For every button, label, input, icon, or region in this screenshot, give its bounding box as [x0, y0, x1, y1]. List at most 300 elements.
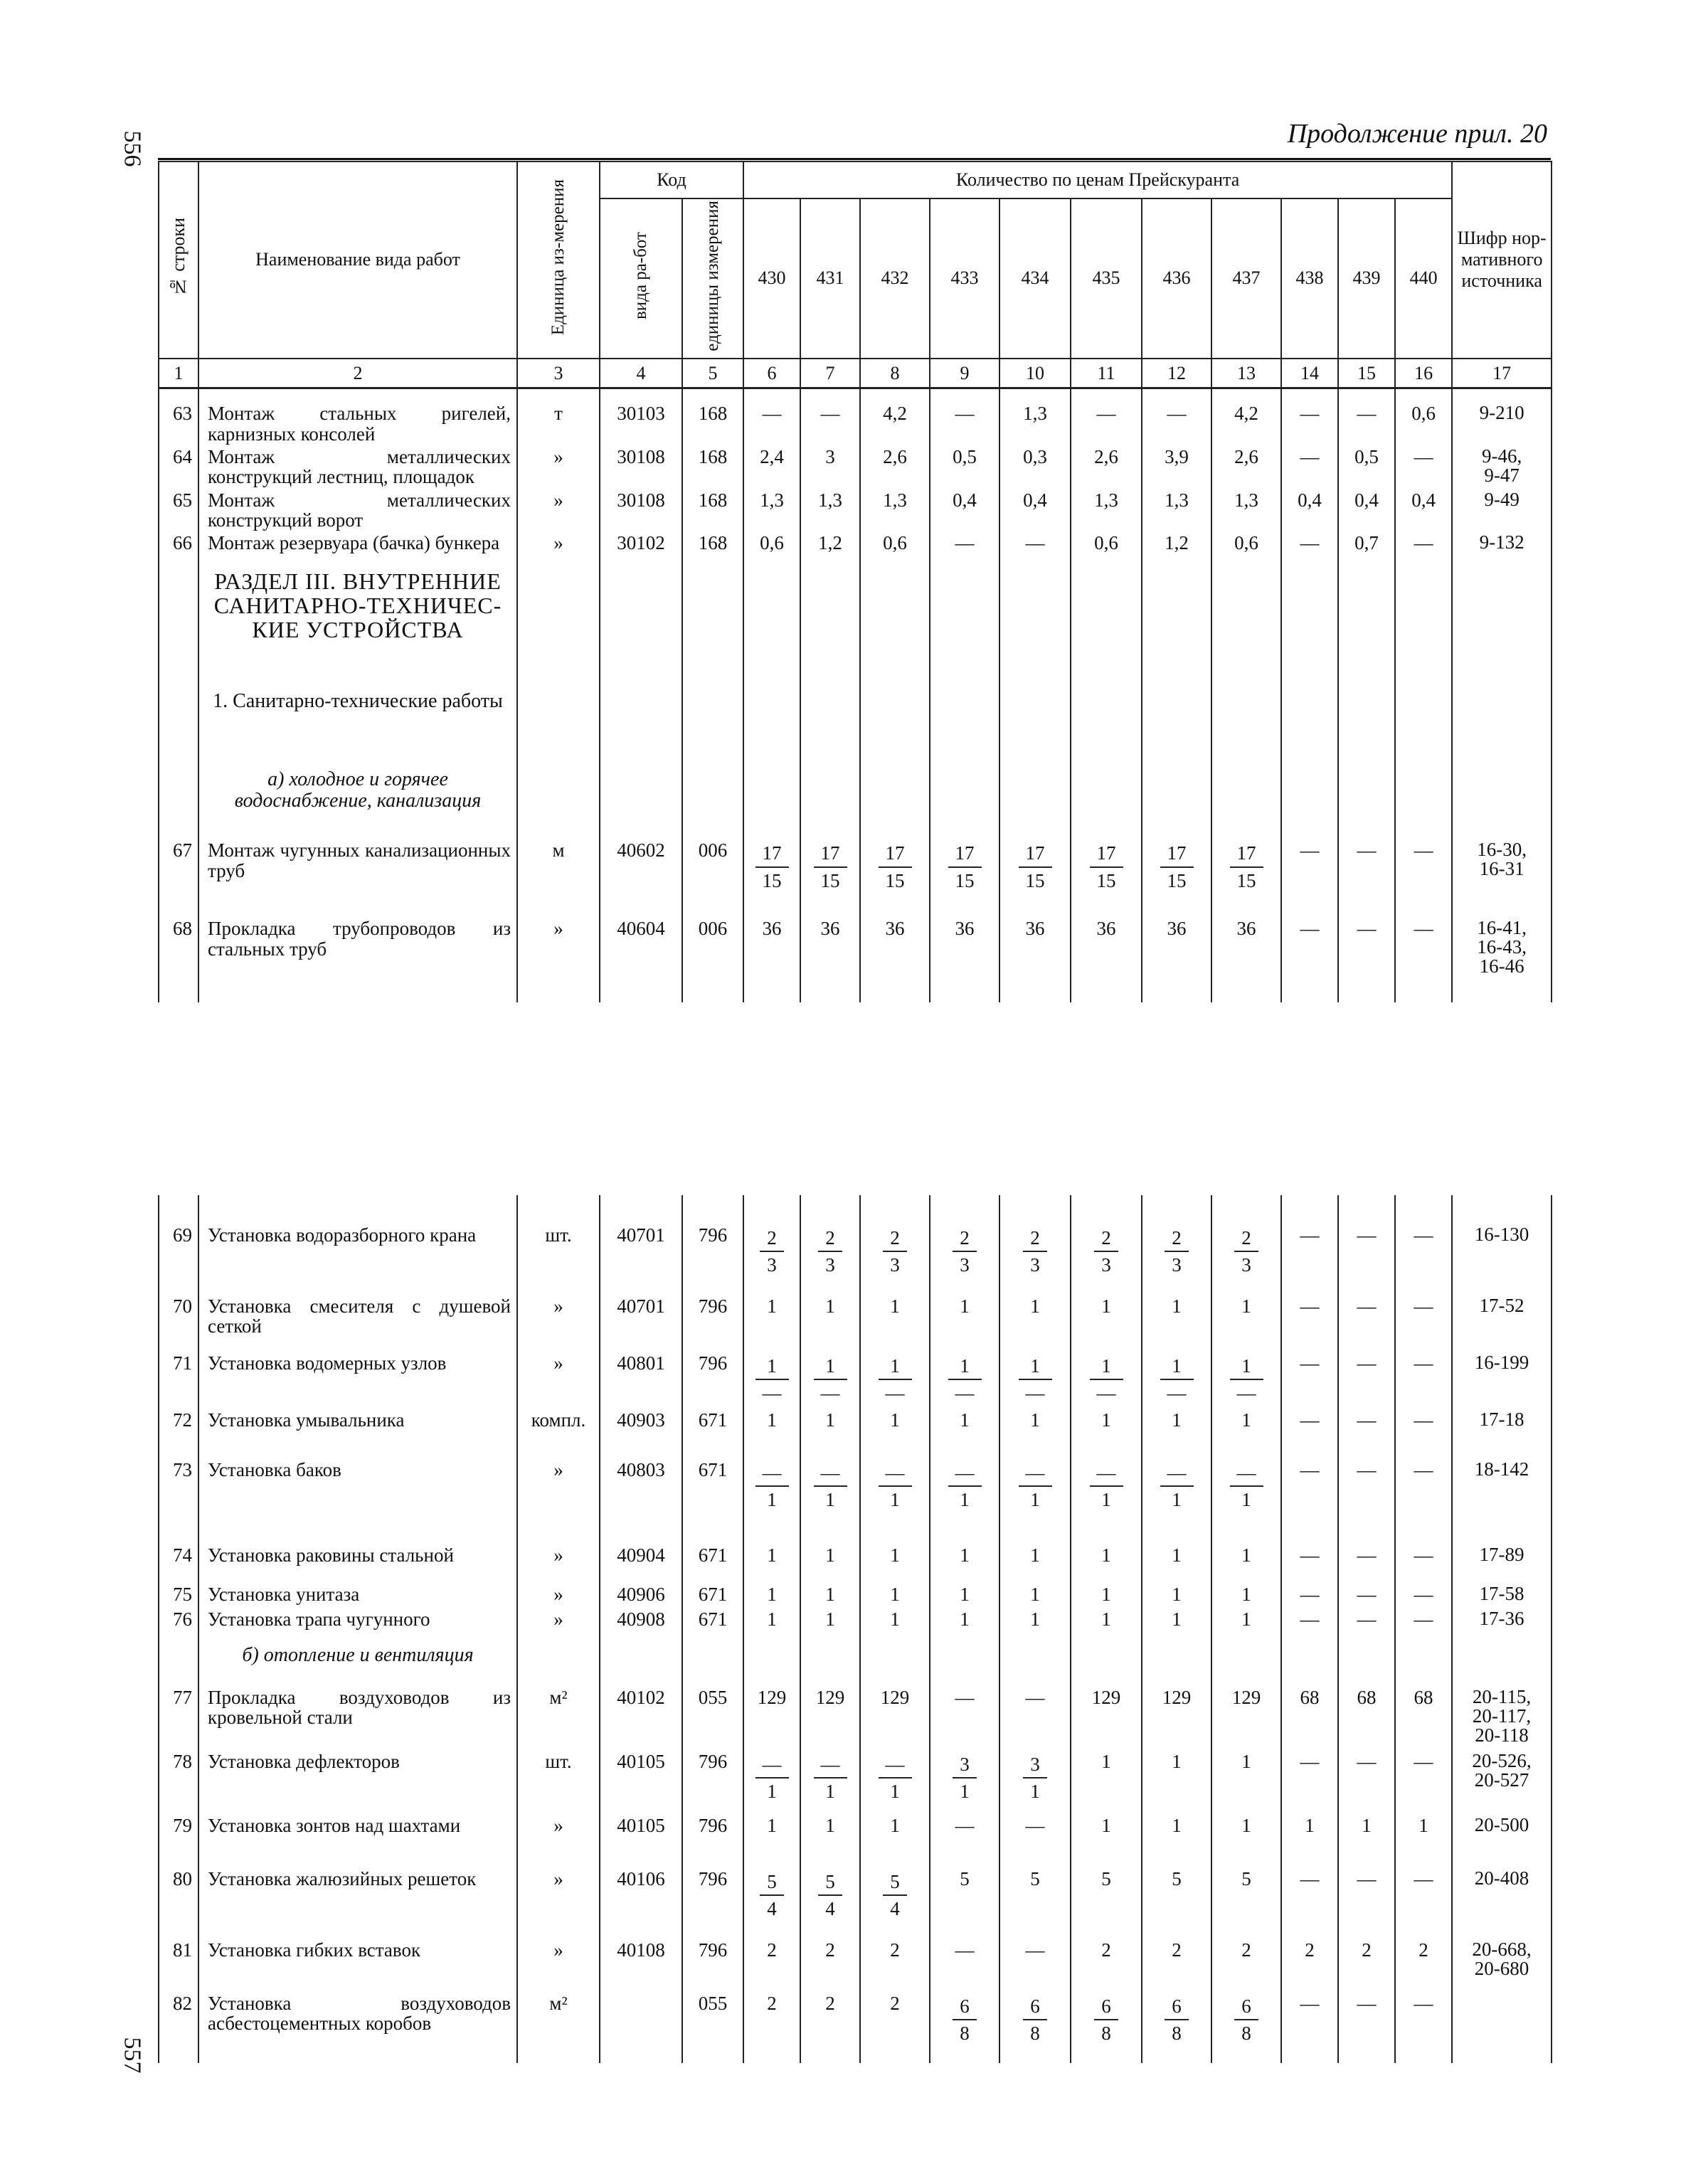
value-cell [860, 1458, 930, 1544]
fraction-denominator: 15 [762, 869, 782, 891]
source-code-line: 20-115, [1472, 1686, 1532, 1707]
source-code [1452, 1458, 1552, 1544]
fraction-numerator: 2 [1094, 1225, 1118, 1252]
column-number: 11 [1071, 359, 1142, 388]
value-cell [999, 1352, 1071, 1409]
empty-cell [1142, 1643, 1211, 1686]
fraction-denominator: 3 [960, 1254, 970, 1276]
empty-cell [159, 568, 198, 689]
header-price-434: 434 [999, 198, 1071, 359]
fraction [1160, 840, 1194, 894]
unit: » [517, 1458, 600, 1544]
value-cell: — [1281, 1583, 1338, 1608]
value-cell: 1 [1142, 1544, 1211, 1583]
empty-cell [682, 1195, 743, 1224]
source-code-line: 17-18 [1479, 1409, 1524, 1430]
empty-cell [517, 388, 600, 402]
column-number: 4 [600, 359, 682, 388]
work-name: Установка раковины стальной [198, 1544, 517, 1583]
empty-cell [800, 768, 860, 839]
empty-cell [600, 568, 682, 689]
row-number: 69 [159, 1224, 198, 1295]
fraction-numerator: 17 [1230, 840, 1263, 867]
value-cell [1142, 1352, 1211, 1409]
source-code-line: 9-46, [1482, 445, 1522, 467]
value-cell: — [1281, 839, 1338, 917]
heading-row [159, 689, 1552, 768]
empty-cell [930, 1643, 999, 1686]
empty-cell [1142, 768, 1211, 839]
value-cell [1071, 1992, 1142, 2063]
fraction [879, 840, 912, 894]
empty-cell [999, 388, 1071, 402]
empty-cell [1071, 1195, 1142, 1224]
empty-cell [1211, 388, 1281, 402]
value-cell: 1 [999, 1583, 1071, 1608]
value-cell: 1 [1071, 1544, 1142, 1583]
fraction-numerator: 1 [814, 1353, 847, 1380]
source-code-line: 16-130 [1474, 1224, 1529, 1245]
value-cell: 1 [800, 1814, 860, 1867]
unit-code: 796 [682, 1939, 743, 1992]
value-cell [860, 1750, 930, 1814]
fraction-numerator: 17 [948, 840, 982, 867]
value-cell [800, 1352, 860, 1409]
header-row-no: № строки [159, 161, 198, 359]
source-code-line: 16-199 [1474, 1352, 1529, 1373]
value-cell: 1 [743, 1544, 800, 1583]
value-cell: — [1338, 1583, 1395, 1608]
fraction-numerator: — [814, 1460, 847, 1487]
fraction-numerator: 2 [883, 1225, 907, 1252]
work-code: 40903 [600, 1409, 682, 1458]
fraction-denominator: 1 [1172, 1489, 1182, 1511]
work-code: 30103 [600, 402, 682, 445]
unit-code: 168 [682, 531, 743, 568]
fraction [755, 1460, 789, 1513]
value-cell: — [930, 1686, 999, 1750]
empty-cell [800, 388, 860, 402]
fraction-numerator: 1 [948, 1353, 982, 1380]
work-name: Установка умывальника [198, 1409, 517, 1458]
unit: » [517, 1544, 600, 1583]
fraction-denominator: 8 [1172, 2023, 1182, 2045]
unit-code: 055 [682, 1686, 743, 1750]
empty-cell [743, 768, 800, 839]
work-name: Монтаж металлических конструкций ворот [198, 489, 517, 532]
fraction-numerator: 17 [755, 840, 789, 867]
value-cell: — [1338, 1224, 1395, 1295]
value-cell: 1 [1281, 1814, 1338, 1867]
unit: » [517, 1583, 600, 1608]
source-code-line: 17-58 [1479, 1583, 1524, 1604]
fraction-denominator: 4 [890, 1898, 900, 1920]
value-cell [743, 1458, 800, 1544]
header-price-433: 433 [930, 198, 999, 359]
value-cell: 129 [743, 1686, 800, 1750]
value-cell: 1 [1071, 1608, 1142, 1643]
table-row [159, 1939, 1552, 1992]
value-cell: 1 [1142, 1750, 1211, 1814]
source-code [1452, 839, 1552, 917]
fraction-numerator: 1 [879, 1353, 912, 1380]
value-cell: 0,4 [1338, 489, 1395, 532]
fraction-denominator: — [762, 1382, 782, 1404]
value-cell [1142, 1992, 1211, 2063]
value-cell: — [1281, 1750, 1338, 1814]
value-cell: — [1338, 1544, 1395, 1583]
fraction-denominator: — [1167, 1382, 1187, 1404]
source-code [1452, 402, 1552, 445]
empty-cell [600, 689, 682, 768]
empty-cell [198, 1195, 517, 1224]
unit: » [517, 1939, 600, 1992]
fraction-denominator: 3 [1172, 1254, 1182, 1276]
value-cell [800, 1224, 860, 1295]
value-cell: 0,4 [999, 489, 1071, 532]
fraction-denominator: 1 [1241, 1489, 1251, 1511]
value-cell: — [1338, 1750, 1395, 1814]
work-code: 40602 [600, 839, 682, 917]
value-cell: 1 [1211, 1750, 1281, 1814]
value-cell: 1 [1071, 1814, 1142, 1867]
fraction [948, 840, 982, 894]
column-number: 6 [743, 359, 800, 388]
fraction [953, 1225, 977, 1278]
table-row [159, 1686, 1552, 1750]
value-cell [930, 1224, 999, 1295]
value-cell: 68 [1281, 1686, 1338, 1750]
row-number: 73 [159, 1458, 198, 1544]
source-code-line: 17-36 [1479, 1608, 1524, 1629]
value-cell: 1,2 [800, 531, 860, 568]
value-cell: 68 [1338, 1686, 1395, 1750]
value-cell: — [1395, 1608, 1452, 1643]
source-code-line: 16-43, [1477, 936, 1527, 958]
source-code [1452, 1750, 1552, 1814]
value-cell: 1 [743, 1583, 800, 1608]
empty-cell [800, 1643, 860, 1686]
empty-cell [1142, 1195, 1211, 1224]
fraction-numerator: — [948, 1460, 982, 1487]
fraction-numerator: — [1160, 1460, 1194, 1487]
empty-cell [930, 1195, 999, 1224]
fraction-numerator: 2 [1023, 1225, 1047, 1252]
source-code-line: 9-49 [1484, 488, 1520, 510]
empty-cell [743, 1643, 800, 1686]
value-cell: 0,6 [860, 531, 930, 568]
empty-cell [517, 768, 600, 839]
source-code [1452, 1224, 1552, 1295]
empty-cell [999, 1195, 1071, 1224]
empty-cell [1142, 689, 1211, 768]
empty-cell [600, 768, 682, 839]
source-code-line: 9-210 [1479, 402, 1524, 424]
source-code [1452, 1583, 1552, 1608]
subsection-b-title: б) отопление и вентиляция [198, 1643, 517, 1686]
value-cell: 1,3 [1142, 489, 1211, 532]
value-cell: — [743, 402, 800, 445]
value-cell: 1 [1211, 1814, 1281, 1867]
value-cell: 1 [800, 1583, 860, 1608]
fraction-numerator: — [1090, 1460, 1123, 1487]
empty-cell [860, 1643, 930, 1686]
source-code [1452, 1544, 1552, 1583]
table-row [159, 839, 1552, 917]
fraction-denominator: 1 [767, 1781, 777, 1803]
empty-cell [1211, 568, 1281, 689]
source-code-line: 20-526, [1472, 1750, 1532, 1771]
value-cell [743, 1352, 800, 1409]
fraction-denominator: 3 [1241, 1254, 1251, 1276]
value-cell: 1 [1211, 1608, 1281, 1643]
row-number: 67 [159, 839, 198, 917]
row-number: 77 [159, 1686, 198, 1750]
value-cell: 68 [1395, 1686, 1452, 1750]
fraction-denominator: 1 [1101, 1489, 1111, 1511]
value-cell [743, 1224, 800, 1295]
value-cell [1211, 1458, 1281, 1544]
unit: шт. [517, 1750, 600, 1814]
value-cell: 1 [1142, 1295, 1211, 1352]
empty-cell [1338, 689, 1395, 768]
value-cell: 0,6 [1211, 531, 1281, 568]
value-cell: 1,3 [800, 489, 860, 532]
row-number: 65 [159, 489, 198, 532]
fraction [953, 1993, 977, 2047]
header-price-430: 430 [743, 198, 800, 359]
fraction-denominator: 15 [1236, 869, 1256, 891]
fraction-denominator: 8 [1101, 2023, 1111, 2045]
value-cell: 2 [743, 1992, 800, 2063]
work-name: Прокладка трубопроводов из стальных труб [198, 917, 517, 1002]
work-code: 30108 [600, 489, 682, 532]
header-work-name: Наименование вида работ [198, 161, 517, 359]
value-cell [1211, 839, 1281, 917]
fraction-numerator: 5 [883, 1869, 907, 1896]
empty-cell [860, 689, 930, 768]
fraction-numerator: 17 [1090, 840, 1123, 867]
empty-cell [743, 388, 800, 402]
value-cell: — [1395, 1867, 1452, 1939]
value-cell [1071, 1224, 1142, 1295]
fraction-numerator: 2 [818, 1225, 842, 1252]
value-cell: — [930, 531, 999, 568]
work-code: 40801 [600, 1352, 682, 1409]
empty-cell [1338, 568, 1395, 689]
table-row [159, 1458, 1552, 1544]
empty-cell [1142, 568, 1211, 689]
value-cell: 1 [860, 1295, 930, 1352]
empty-cell [682, 768, 743, 839]
value-cell [999, 1224, 1071, 1295]
table-row [159, 917, 1552, 1002]
fraction [1160, 1460, 1194, 1513]
value-cell: 1 [1395, 1814, 1452, 1867]
table-row [159, 531, 1552, 568]
empty-cell [800, 689, 860, 768]
value-cell: 1 [1211, 1544, 1281, 1583]
fraction [1094, 1993, 1118, 2047]
source-code [1452, 1409, 1552, 1458]
value-cell: — [930, 402, 999, 445]
fraction [1230, 1460, 1263, 1513]
empty-cell [1452, 1643, 1552, 1686]
fraction [755, 1353, 789, 1406]
work-code: 40106 [600, 1867, 682, 1939]
value-cell: — [1338, 917, 1395, 1002]
value-cell: 1 [930, 1608, 999, 1643]
source-code-line: 20-408 [1474, 1867, 1529, 1889]
value-cell [999, 1458, 1071, 1544]
fraction-denominator: 1 [890, 1781, 900, 1803]
unit: » [517, 1295, 600, 1352]
empty-cell [600, 1195, 682, 1224]
unit-code: 006 [682, 917, 743, 1002]
empty-cell [600, 388, 682, 402]
fraction-numerator: — [755, 1460, 789, 1487]
empty-cell [159, 1195, 198, 1224]
value-cell: 1 [999, 1608, 1071, 1643]
value-cell [1211, 1992, 1281, 2063]
empty-cell [1452, 1195, 1552, 1224]
work-code: 40102 [600, 1686, 682, 1750]
value-cell: 1 [743, 1295, 800, 1352]
work-code: 40803 [600, 1458, 682, 1544]
value-cell: 5 [1211, 1867, 1281, 1939]
works-table-top [158, 161, 1552, 1002]
top-rule [158, 158, 1551, 160]
fraction [1234, 1993, 1258, 2047]
empty-cell [800, 568, 860, 689]
fraction-numerator: — [879, 1460, 912, 1487]
header-qty: Количество по ценам Прейскуранта [743, 161, 1452, 198]
empty-cell [198, 388, 517, 402]
fraction-denominator: 1 [1030, 1489, 1040, 1511]
work-code: 30102 [600, 531, 682, 568]
fraction-denominator: 3 [825, 1254, 835, 1276]
value-cell: — [1281, 1224, 1338, 1295]
column-number: 5 [682, 359, 743, 388]
work-name: Установка водоразборного крана [198, 1224, 517, 1295]
value-cell: — [1338, 1992, 1395, 2063]
value-cell: — [1395, 531, 1452, 568]
fraction [879, 1751, 912, 1805]
works-table-bottom [158, 1195, 1552, 2063]
value-cell: — [930, 1939, 999, 1992]
work-code: 40105 [600, 1814, 682, 1867]
value-cell [1142, 1224, 1211, 1295]
value-cell: 5 [999, 1867, 1071, 1939]
fraction-numerator: 3 [1023, 1751, 1047, 1779]
value-cell: 2 [1071, 1939, 1142, 1992]
value-cell [1211, 1224, 1281, 1295]
spacer-row [159, 1195, 1552, 1224]
column-number: 16 [1395, 359, 1452, 388]
value-cell: 1 [800, 1409, 860, 1458]
work-name: Монтаж стальных ригелей, карнизных консолей [198, 402, 517, 445]
header-price-439: 439 [1338, 198, 1395, 359]
value-cell: 129 [860, 1686, 930, 1750]
value-cell: 1 [1071, 1295, 1142, 1352]
unit: м [517, 839, 600, 917]
value-cell: — [1281, 1608, 1338, 1643]
source-code-line: 9-47 [1484, 465, 1520, 487]
source-code-line: 20-680 [1474, 1958, 1529, 1979]
value-cell: — [1281, 531, 1338, 568]
header-unit: Единица из-мерения [517, 161, 600, 359]
table-row [159, 1295, 1552, 1352]
value-cell: 1 [860, 1544, 930, 1583]
header-price-437: 437 [1211, 198, 1281, 359]
table-row [159, 1224, 1552, 1295]
fraction [1090, 840, 1123, 894]
fraction-numerator: 17 [879, 840, 912, 867]
fraction [755, 1751, 789, 1805]
value-cell: 1 [999, 1295, 1071, 1352]
empty-cell [999, 768, 1071, 839]
row-number: 63 [159, 402, 198, 445]
column-numbers-row [159, 359, 1552, 388]
work-code: 40108 [600, 1939, 682, 1992]
work-code: 40701 [600, 1224, 682, 1295]
table-row [159, 489, 1552, 532]
empty-cell [1211, 1195, 1281, 1224]
source-code-line: 16-41, [1477, 917, 1527, 939]
value-cell: 1 [1142, 1814, 1211, 1867]
table-row [159, 1867, 1552, 1939]
empty-cell [1395, 1643, 1452, 1686]
empty-cell [159, 388, 198, 402]
value-cell [860, 1867, 930, 1939]
value-cell: — [1395, 1458, 1452, 1544]
unit-code: 168 [682, 489, 743, 532]
header-price-436: 436 [1142, 198, 1211, 359]
empty-cell [800, 1195, 860, 1224]
subsection-a-title: а) холодное и горячее водоснабжение, канализация [198, 768, 517, 839]
value-cell [1071, 1458, 1142, 1544]
fraction-denominator: — [1025, 1382, 1045, 1404]
source-code-line: 17-89 [1479, 1544, 1524, 1565]
value-cell: 1 [930, 1295, 999, 1352]
value-cell: 2 [860, 1992, 930, 2063]
fraction-numerator: — [814, 1751, 847, 1779]
work-name: Установка гибких вставок [198, 1939, 517, 1992]
value-cell: 1 [743, 1814, 800, 1867]
value-cell: 1 [1142, 1409, 1211, 1458]
fraction-numerator: 1 [1230, 1353, 1263, 1380]
value-cell [1142, 1458, 1211, 1544]
page-caption: Продолжение прил. 20 [1287, 119, 1547, 149]
value-cell: — [1281, 445, 1338, 489]
fraction-denominator: 3 [890, 1254, 900, 1276]
value-cell: 1,3 [1211, 489, 1281, 532]
value-cell: — [930, 1814, 999, 1867]
unit-code: 796 [682, 1750, 743, 1814]
table-row [159, 1409, 1552, 1458]
source-code [1452, 917, 1552, 1002]
empty-cell [1452, 768, 1552, 839]
work-code: 40105 [600, 1750, 682, 1814]
work-name: Монтаж резервуара (бачка) бункера [198, 531, 517, 568]
value-cell: — [1338, 402, 1395, 445]
fraction-denominator: 1 [890, 1489, 900, 1511]
work-name: Монтаж чугунных канализационных труб [198, 839, 517, 917]
value-cell: 1,3 [860, 489, 930, 532]
table-row [159, 1814, 1552, 1867]
work-name: Установка воздуховодов асбестоцементных коробов [198, 1992, 517, 2063]
header-code: Код [600, 161, 743, 198]
